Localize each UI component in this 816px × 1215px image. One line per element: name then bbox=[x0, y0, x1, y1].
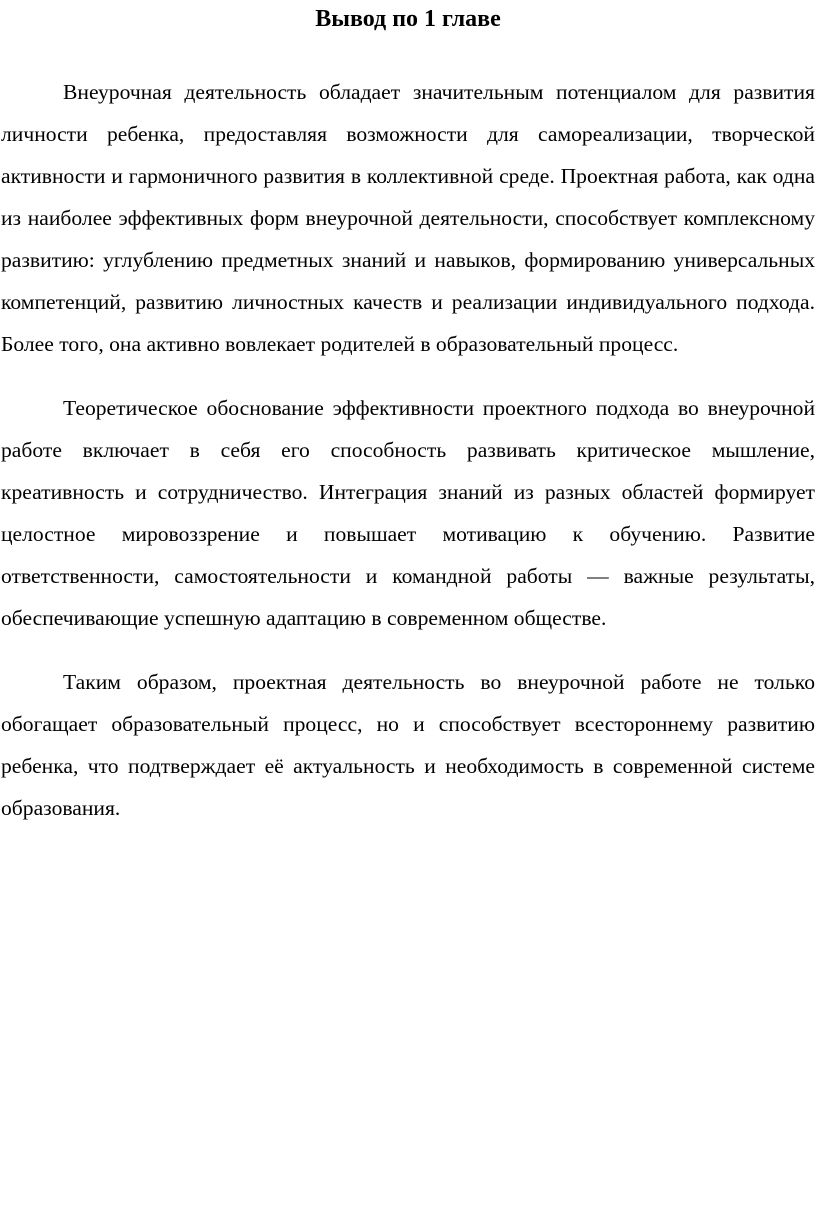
paragraph-summary: Таким образом, проектная деятельность во внеурочной работе не только обогащает образовательный процесс, но и способствует всестороннему развитию ребенка, что подтверждает её актуальность и необходимость в современной системе образования. bbox=[1, 670, 815, 820]
chapter-conclusion-title: Вывод по 1 главе bbox=[315, 6, 501, 32]
paragraph-theoretical-justification: Теоретическое обоснование эффективности проектного подхода во внеурочной работе включает в себя его способность развивать критическое мышление, креативность и сотрудничество. Интеграция знаний из разных областей формирует целостное мировоззрение и повышает мотивацию к обучению. Развитие ответственности, самостоятельности и командной работы — важные результаты, обеспечивающие успешную адаптацию в современном обществе. bbox=[1, 396, 815, 630]
paragraph-extracurricular-potential: Внеурочная деятельность обладает значительным потенциалом для развития личности ребенка, предоставляя возможности для самореализации, творческой активности и гармоничного развития в коллективной среде. Проектная работа, как одна из наиболее эффективных форм внеурочной деятельности, способствует комплексному развитию: углублению предметных знаний и навыков, формированию универсальных компетенций, развитию личностных качеств и реализации индивидуального подхода. Более того, она активно вовлекает родителей в образовательный процесс. bbox=[1, 80, 815, 356]
